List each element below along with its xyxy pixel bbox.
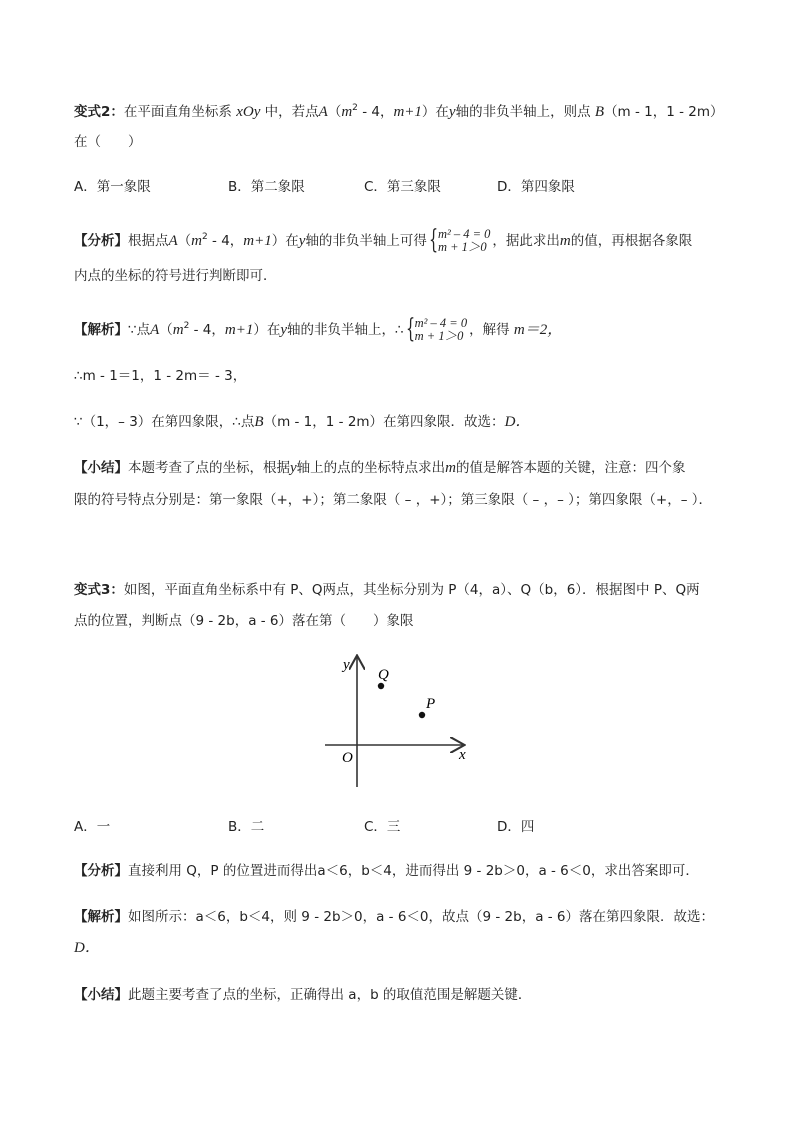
coordinate-figure (320, 652, 480, 792)
point-q (378, 683, 384, 689)
question-2-solution-line-1: 【解析】∵点$A(m^2 - 4$，m+1）在y轴的非负半轴上，∴ { m² – 4 = 0 m + 1＞0 ，解得 m＝2， (74, 314, 563, 344)
question-3-analysis: 【分析】直接利用 Q，P 的位置进而得出a＜6，b＜4，进而得出 9 - 2b＞0，a - 6＜0，求出答案即可． (74, 863, 699, 879)
question-2-solution-line-3: ∵（1，– 3）在第四象限，∴点B（m - 1，1 - 2m）在第四象限．故选：D． (74, 414, 531, 430)
question-3-option-b: B．二 (228, 819, 265, 835)
solution-label: 【解析】 (74, 322, 128, 338)
question-2-option-c: C．第三象限 (364, 179, 441, 195)
question-2-analysis-line-1: 【分析】根据点$A(m^2 - 4$，m+1）在y轴的非负半轴上可得 { m² – 4 = 0 m + 1＞0 ，据此求出m的值，再根据各象限 (74, 225, 693, 255)
question-2-analysis-line-2: 内点的坐标的符号进行判断即可． (74, 268, 277, 284)
equation-system: { m² – 4 = 0 m + 1＞0 (428, 225, 491, 255)
question-2-option-a: A．第一象限 (74, 179, 151, 195)
point-p-label: P (426, 696, 436, 712)
question-2-option-b: B．第二象限 (228, 179, 305, 195)
question-2-title: 变式2： (74, 104, 124, 120)
point-q-label: Q (378, 667, 389, 683)
question-2-solution-line-2: ∴m - 1＝1，1 - 2m＝ - 3， (74, 368, 247, 384)
question-3-option-c: C．三 (364, 819, 401, 835)
question-2-line-2: 在（ ） (74, 134, 142, 150)
summary-label: 【小结】 (74, 460, 128, 476)
question-3-line-2: 点的位置，判断点（9 - 2b，a - 6）落在第（ ）象限 (74, 613, 414, 629)
question-2-option-d: D．第四象限 (497, 179, 575, 195)
question-3-solution-line-1: 【解析】如图所示：a＜6，b＜4，则 9 - 2b＞0，a - 6＜0，故点（9 - 2b，a - 6）落在第四象限．故选： (74, 909, 715, 925)
origin-label: O (342, 750, 353, 766)
question-3-solution-line-2: D． (74, 940, 100, 956)
question-3-title: 变式3： (74, 582, 124, 598)
y-axis-label: y (343, 657, 350, 673)
question-2-summary-line-2: 限的符号特点分别是：第一象限（+，+）；第二象限（ – ，+）；第三象限（ – ，– ）；第四象限（+，– ）． (74, 492, 712, 508)
point-p (419, 712, 425, 718)
question-3-line-1: 变式3：如图，平面直角坐标系中有 P、Q两点，其坐标分别为 P（4，a）、Q（b，6）．根据图中 P、Q两 (74, 582, 700, 598)
x-axis-label: x (459, 747, 466, 763)
equation-system: { m² – 4 = 0 m + 1＞0 (405, 314, 468, 344)
analysis-label: 【分析】 (74, 233, 128, 249)
question-3-option-d: D．四 (497, 819, 535, 835)
question-3-summary: 【小结】此题主要考查了点的坐标，正确得出 a，b 的取值范围是解题关键． (74, 987, 532, 1003)
question-2-line-1: 变式2：在平面直角坐标系 xOy 中，若点$A(m^2 - 4$，m+1）在y轴的非负半轴上，则点 B（m - 1，1 - 2m） (74, 103, 724, 120)
question-2-summary-line-1: 【小结】本题考查了点的坐标，根据y轴上的点的坐标特点求出m的值是解答本题的关键，注意：四个象 (74, 460, 686, 476)
question-3-option-a: A．一 (74, 819, 111, 835)
